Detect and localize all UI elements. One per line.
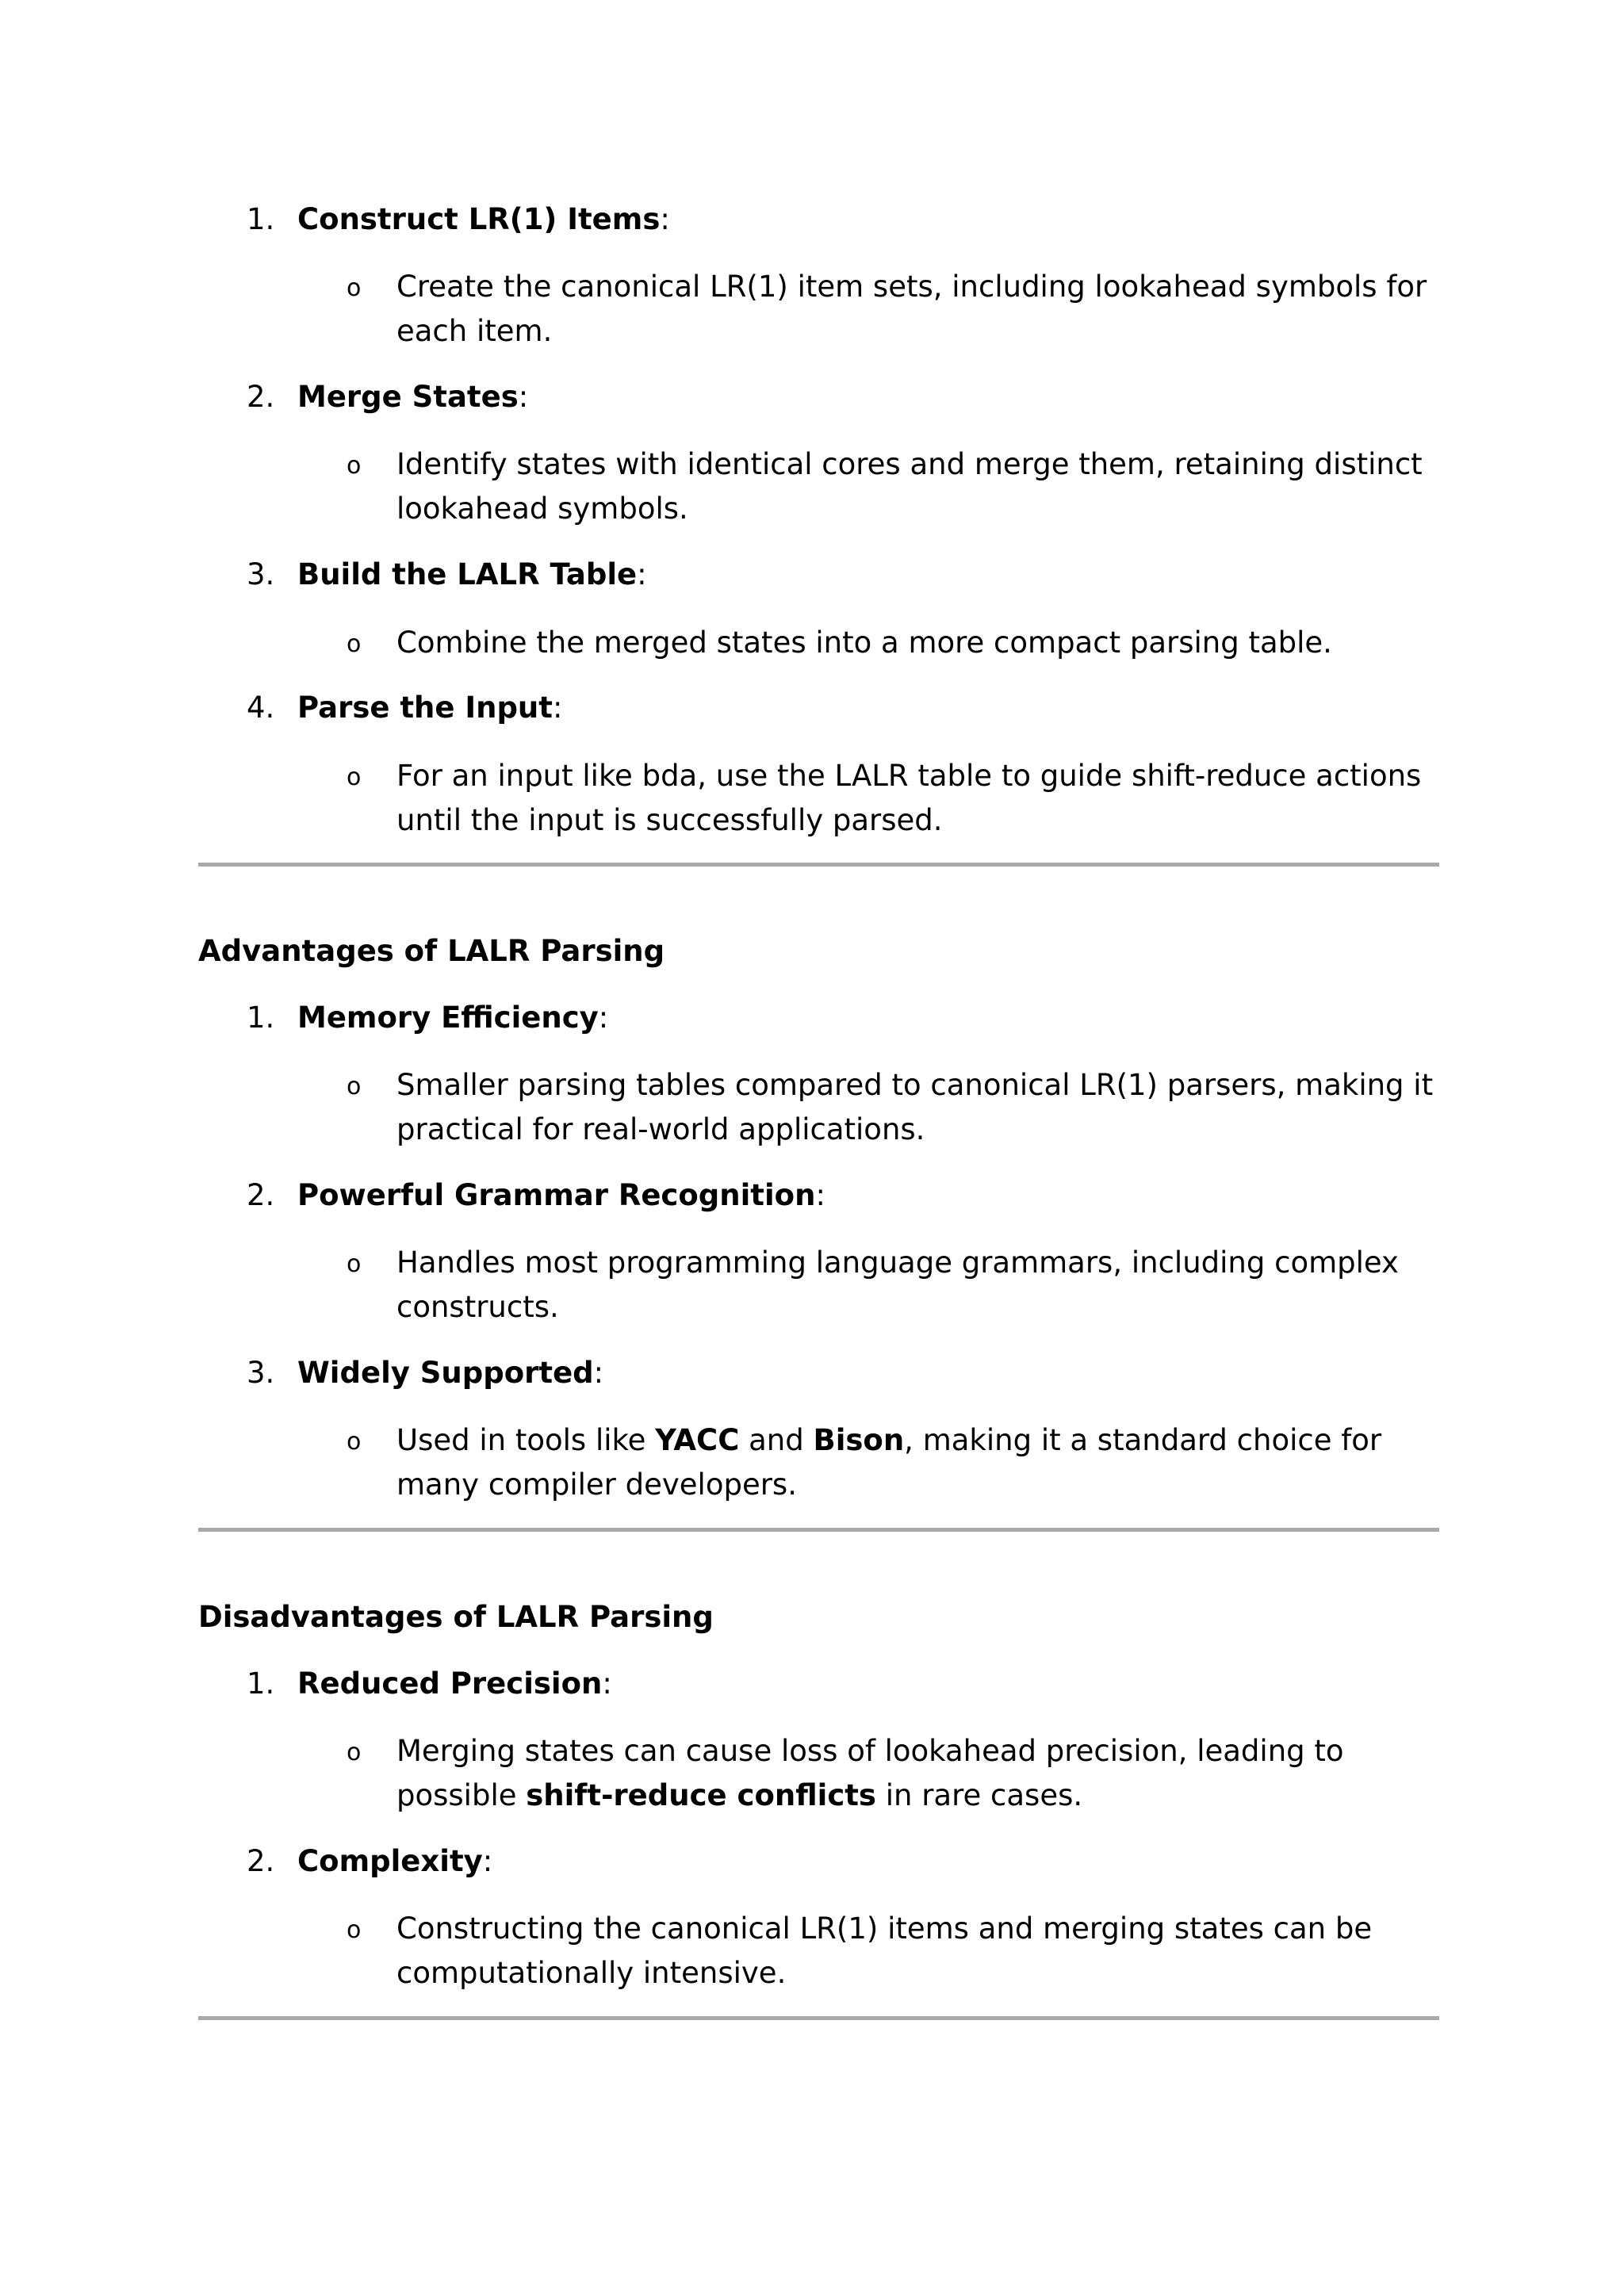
- list-item-title: Complexity:: [297, 1844, 493, 1878]
- list-item-description: Smaller parsing tables compared to canonical LR(1) parsers, making it practical for real-world applications.: [396, 1068, 1434, 1146]
- bullet-icon: o: [347, 274, 362, 302]
- list-item-title: Powerful Grammar Recognition:: [297, 1178, 825, 1212]
- list-item-description: Combine the merged states into a more compact parsing table.: [396, 626, 1332, 660]
- section-heading-advantages: Advantages of LALR Parsing: [198, 934, 665, 968]
- list-item-description: Handles most programming language grammars, including complex constructs.: [396, 1246, 1399, 1324]
- list-item-title: Build the LALR Table:: [297, 557, 647, 591]
- bullet-icon: o: [347, 1428, 362, 1456]
- list-number: 4.: [247, 691, 275, 725]
- list-number: 2.: [247, 380, 275, 414]
- bullet-icon: o: [347, 763, 362, 791]
- list-item-description: Constructing the canonical LR(1) items and merging states can be computationally intensive.: [396, 1911, 1373, 1990]
- list-number: 3.: [247, 557, 275, 591]
- bullet-icon: o: [347, 630, 362, 658]
- list-item-title: Reduced Precision:: [297, 1667, 612, 1701]
- list-number: 1.: [247, 202, 275, 236]
- horizontal-rule: [198, 863, 1439, 867]
- bullet-icon: o: [347, 452, 362, 480]
- list-item-title: Memory Efficiency:: [297, 1001, 609, 1035]
- list-item-title: Construct LR(1) Items:: [297, 202, 670, 236]
- list-number: 1.: [247, 1667, 275, 1701]
- list-item-description: Create the canonical LR(1) item sets, including lookahead symbols for each item.: [396, 270, 1427, 348]
- list-number: 3.: [247, 1356, 275, 1390]
- list-item-description: For an input like bda, use the LALR table to guide shift-reduce actions until the input is successfully parsed.: [396, 759, 1422, 837]
- list-item-title: Widely Supported:: [297, 1356, 604, 1390]
- horizontal-rule: [198, 2016, 1439, 2020]
- list-item-title: Parse the Input:: [297, 691, 563, 725]
- bullet-icon: o: [347, 1250, 362, 1278]
- bullet-icon: o: [347, 1073, 362, 1100]
- list-item-description: Identify states with identical cores and merge them, retaining distinct lookahead symbols.: [396, 447, 1423, 526]
- section-heading-disadvantages: Disadvantages of LALR Parsing: [198, 1600, 714, 1634]
- list-item-title: Merge States:: [297, 380, 529, 414]
- list-number: 2.: [247, 1844, 275, 1878]
- list-number: 2.: [247, 1178, 275, 1212]
- list-number: 1.: [247, 1001, 275, 1035]
- bullet-icon: o: [347, 1739, 362, 1766]
- bullet-icon: o: [347, 1916, 362, 1944]
- horizontal-rule: [198, 1528, 1439, 1532]
- list-item-description: Used in tools like YACC and Bison, making it a standard choice for many compiler developers.: [396, 1423, 1382, 1502]
- list-item-description: Merging states can cause loss of lookahead precision, leading to possible shift-reduce conflicts in rare cases.: [396, 1734, 1344, 1812]
